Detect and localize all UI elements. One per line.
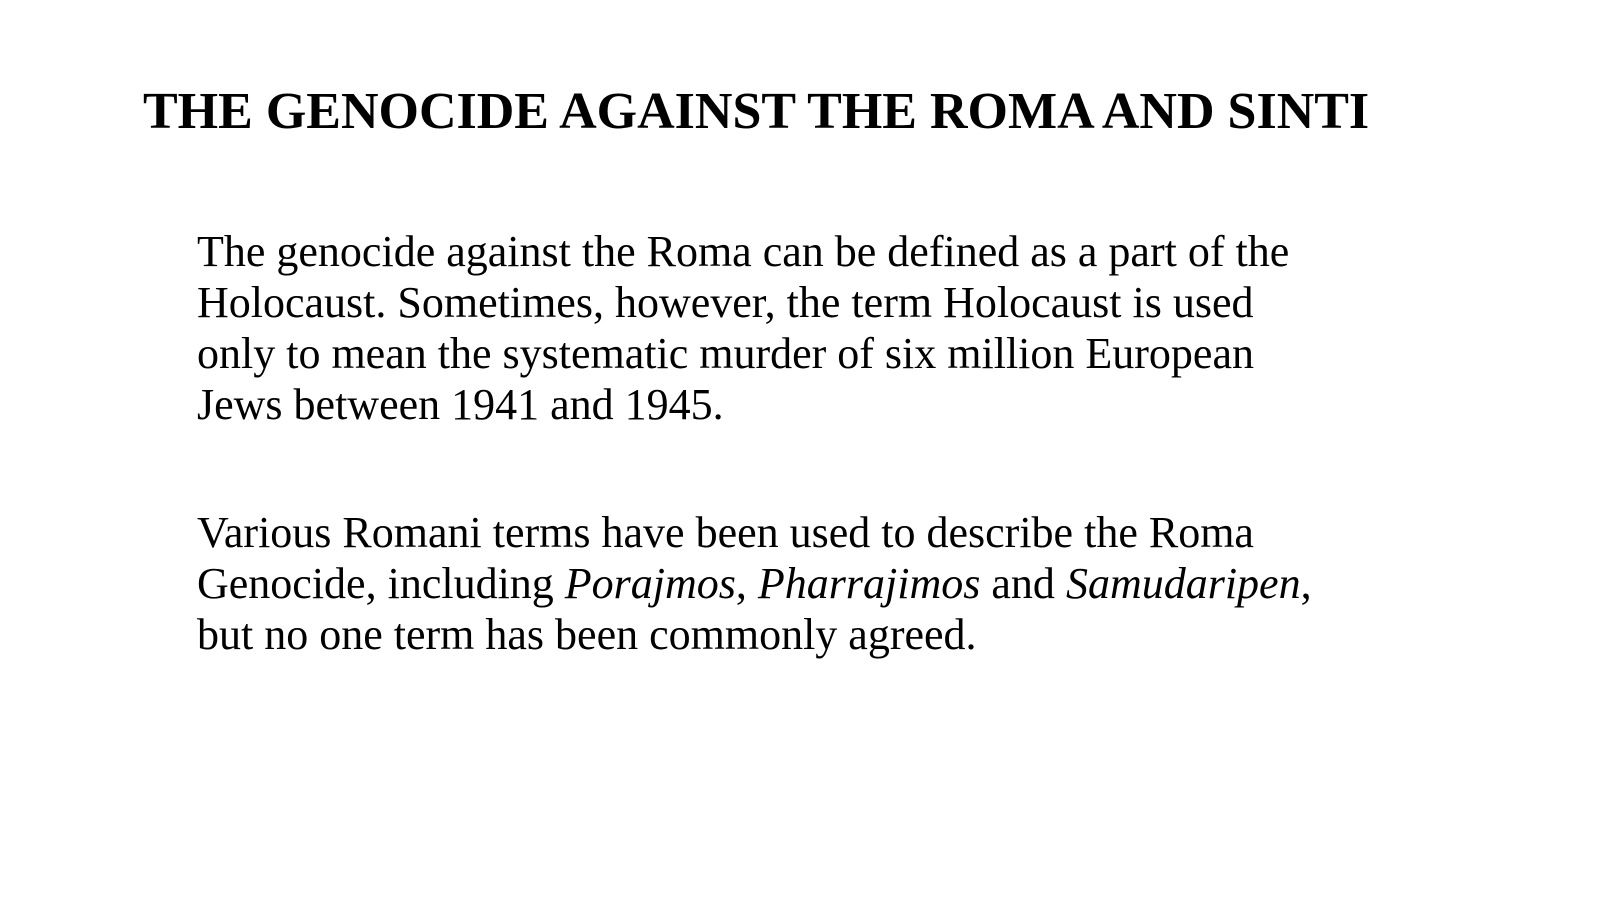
- separator: ,: [735, 559, 758, 608]
- text-line: only to mean the systematic murder of six million European: [197, 329, 1254, 378]
- term-porajmos: Porajmos: [564, 559, 736, 608]
- term-pharrajimos: Pharrajimos: [757, 559, 981, 608]
- text-line: Jews between 1941 and 1945.: [197, 380, 724, 429]
- separator: ,: [1300, 559, 1312, 608]
- paragraph-romani-terms: [197, 507, 1427, 660]
- text-line: The genocide against the Roma can be defined as a part of the: [197, 227, 1290, 276]
- term-samudaripen: Samudaripen: [1065, 559, 1301, 608]
- slide-body: [197, 226, 1427, 660]
- slide-title: THE GENOCIDE AGAINST THE ROMA AND SINTI: [143, 83, 1370, 140]
- text-line: Genocide, including: [197, 559, 565, 608]
- text-line: but no one term has been commonly agreed.: [197, 610, 977, 659]
- separator: and: [980, 559, 1066, 608]
- text-line: Holocaust. Sometimes, however, the term Holocaust is used: [197, 278, 1254, 327]
- text-line: Various Romani terms have been used to describe the Roma: [197, 508, 1254, 557]
- paragraph-holocaust-definition: [197, 226, 1427, 430]
